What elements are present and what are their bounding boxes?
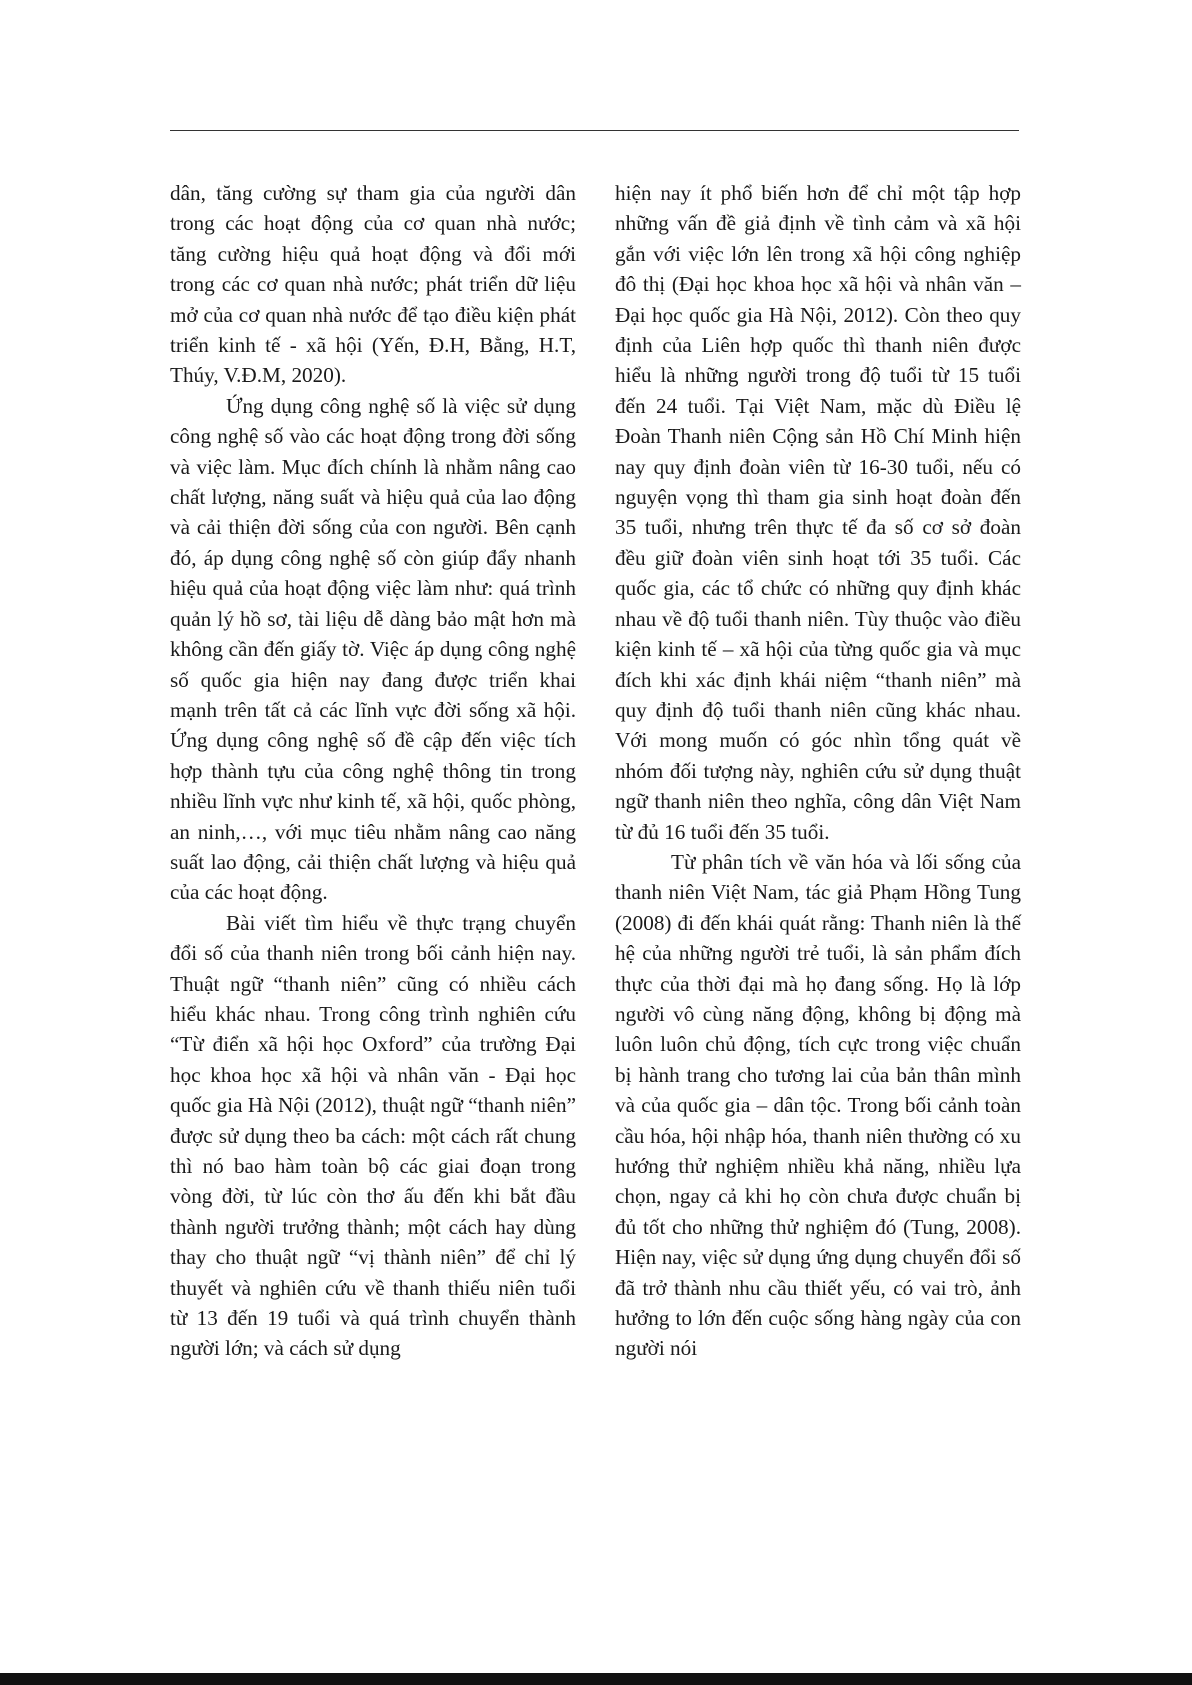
left-column: [170, 178, 576, 1364]
header-rule: [170, 130, 1019, 131]
bottom-edge-band: [0, 1673, 1192, 1685]
paragraph-left-1: dân, tăng cường sự tham gia của người dân trong các hoạt động của cơ quan nhà nước; tăng cường hiệu quả hoạt động và đổi mới trong các cơ quan nhà nước; phát triển dữ liệu mở của cơ quan nhà nước để tạo điều kiện phát triển kinh tế - xã hội (Yến, Đ.H, Bằng, H.T, Thúy, V.Đ.M, 2020).: [170, 181, 576, 388]
paragraph-left-3: Bài viết tìm hiểu về thực trạng chuyển đổi số của thanh niên trong bối cảnh hiện nay. Thuật ngữ “thanh niên” cũng có nhiều cách hiểu khác nhau. Trong công trình nghiên cứu “Từ điển xã hội học Oxford” của trường Đại học khoa học xã hội và nhân văn - Đại học quốc gia Hà Nội (2012), thuật ngữ “thanh niên” được sử dụng theo ba cách: một cách rất chung thì nó bao hàm toàn bộ các giai đoạn trong vòng đời, từ lúc còn thơ ấu đến khi bắt đầu thành người trưởng thành; một cách hay dùng thay cho thuật ngữ “vị thành niên” để chỉ lý thuyết và nghiên cứu về thanh thiếu niên tuổi từ 13 đến 19 tuổi và quá trình chuyển thành người lớn; và cách sử dụng: [170, 910, 576, 1361]
paragraph-right-2: Từ phân tích về văn hóa và lối sống của thanh niên Việt Nam, tác giả Phạm Hồng Tung (2008) đi đến khái quát rằng: Thanh niên là thế hệ của những người trẻ tuổi, là sản phẩm đích thực của thời đại mà họ đang sống. Họ là lớp người vô cùng năng động, không bị động mà luôn luôn chủ động, tích cực trong việc chuẩn bị hành trang cho tương lai của bản thân mình và của quốc gia – dân tộc. Trong bối cảnh toàn cầu hóa, hội nhập hóa, thanh niên thường có xu hướng thử nghiệm nhiều khả năng, nhiều lựa chọn, ngay cả khi họ còn chưa được chuẩn bị đủ tốt cho những thử nghiệm đó (Tung, 2008). Hiện nay, việc sử dụng ứng dụng chuyển đổi số đã trở thành nhu cầu thiết yếu, có vai trò, ảnh hưởng to lớn đến cuộc sống hàng ngày của con người nói: [615, 849, 1021, 1361]
paragraph-left-2: Ứng dụng công nghệ số là việc sử dụng công nghệ số vào các hoạt động trong đời sống và việc làm. Mục đích chính là nhằm nâng cao chất lượng, năng suất và hiệu quả của lao động và cải thiện đời sống của con người. Bên cạnh đó, áp dụng công nghệ số còn giúp đẩy nhanh hiệu quả của hoạt động việc làm như: quá trình quản lý hồ sơ, tài liệu dễ dàng bảo mật hơn mà không cần đến giấy tờ. Việc áp dụng công nghệ số quốc gia hiện nay đang được triển khai mạnh trên tất cả các lĩnh vực đời sống xã hội. Ứng dụng công nghệ số đề cập đến việc tích hợp thành tựu của công nghệ thông tin trong nhiều lĩnh vực như kinh tế, xã hội, quốc phòng, an ninh,…, với mục tiêu nhằm nâng cao năng suất lao động, cải thiện chất lượng và hiệu quả của các hoạt động.: [170, 393, 576, 905]
paragraph-right-1: hiện nay ít phổ biến hơn để chỉ một tập hợp những vấn đề giả định về tình cảm và xã hội gắn với việc lớn lên trong xã hội công nghiệp đô thị (Đại học khoa học xã hội và nhân văn – Đại học quốc gia Hà Nội, 2012). Còn theo quy định của Liên hợp quốc thì thanh niên được hiểu là những người trong độ tuổi từ 15 tuổi đến 24 tuổi. Tại Việt Nam, mặc dù Điều lệ Đoàn Thanh niên Cộng sản Hồ Chí Minh hiện nay quy định đoàn viên từ 16-30 tuổi, nếu có nguyện vọng thì tham gia sinh hoạt đoàn đến 35 tuổi, nhưng trên thực tế đa số cơ sở đoàn đều giữ đoàn viên sinh hoạt tới 35 tuổi. Các quốc gia, các tổ chức có những quy định khác nhau về độ tuổi thanh niên. Tùy thuộc vào điều kiện kinh tế – xã hội của từng quốc gia và mục đích khi xác định khái niệm “thanh niên” mà quy định độ tuổi thanh niên cũng khác nhau. Với mong muốn có góc nhìn tổng quát về nhóm đối tượng này, nghiên cứu sử dụng thuật ngữ thanh niên theo nghĩa, công dân Việt Nam từ đủ 16 tuổi đến 35 tuổi.: [615, 181, 1021, 844]
right-column: [615, 178, 1021, 1364]
